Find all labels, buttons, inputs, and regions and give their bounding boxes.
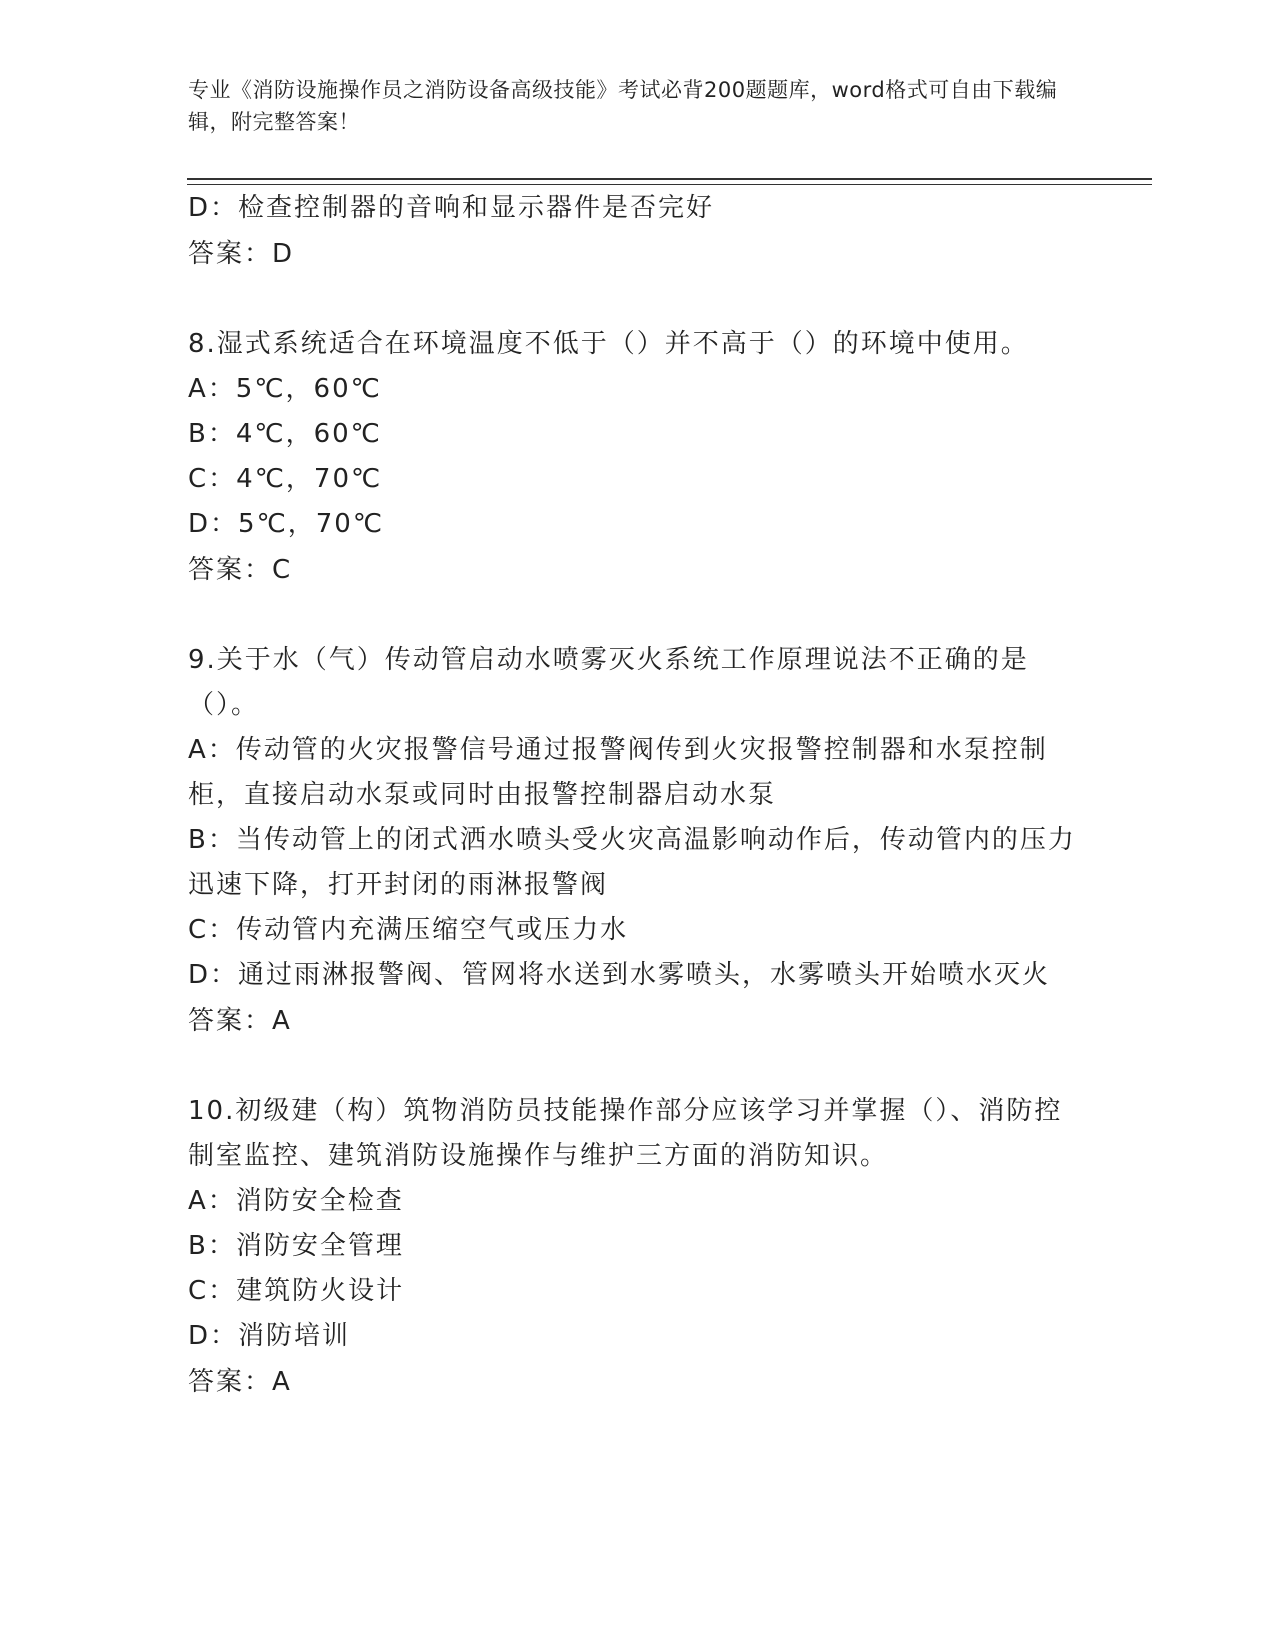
answer-label: 答案：A [188, 1367, 292, 1397]
question-list [188, 186, 1078, 1405]
option-c: C：传动管内充满压缩空气或压力水 [188, 915, 629, 945]
option-c: C：建筑防火设计 [188, 1276, 405, 1306]
header-divider-thin [187, 184, 1152, 185]
option-b: B：当传动管上的闭式洒水喷头受火灾高温影响动作后，传动管内的压力迅速下降，打开封闭的雨淋报警阀 [188, 825, 1076, 900]
answer-label: 答案：D [188, 239, 295, 269]
question-text: 9.关于水（气）传动管启动水喷雾灭火系统工作原理说法不正确的是（）。 [188, 645, 1029, 720]
option-a: A：5℃，60℃ [188, 374, 382, 404]
option-d: D：通过雨淋报警阀、管网将水送到水雾喷头，水雾喷头开始喷水灭火 [188, 960, 1051, 990]
option-c: C：4℃，70℃ [188, 464, 383, 494]
option-a: A：传动管的火灾报警信号通过报警阀传到火灾报警控制器和水泵控制柜，直接启动水泵或同时由报警控制器启动水泵 [188, 735, 1048, 810]
option-b: B：4℃，60℃ [188, 419, 382, 449]
answer-label: 答案：A [188, 1006, 292, 1036]
spacer [188, 1044, 1078, 1089]
spacer [188, 277, 1078, 322]
header-text: 专业《消防设施操作员之消防设备高级技能》考试必背200题题库，word格式可自由下载编辑，附完整答案！ [188, 78, 1058, 134]
question-text: 8.湿式系统适合在环境温度不低于（）并不高于（）的环境中使用。 [188, 329, 1029, 359]
question-block-8 [188, 322, 1078, 593]
question-block-7 [188, 186, 1078, 277]
header-divider-thick [187, 178, 1152, 180]
question-text: 10.初级建（构）筑物消防员技能操作部分应该学习并掌握（）、消防控制室监控、建筑消防设施操作与维护三方面的消防知识。 [188, 1096, 1063, 1171]
option-b: B：消防安全管理 [188, 1231, 404, 1261]
option-a: A：消防安全检查 [188, 1186, 404, 1216]
question-block-10 [188, 1089, 1078, 1405]
document-header [188, 74, 1068, 138]
question-block-9 [188, 638, 1078, 1044]
option-d: D：检查控制器的音响和显示器件是否完好 [188, 193, 715, 223]
option-d: D：消防培训 [188, 1321, 351, 1351]
answer-label: 答案：C [188, 555, 293, 585]
option-d: D：5℃，70℃ [188, 509, 385, 539]
spacer [188, 593, 1078, 638]
